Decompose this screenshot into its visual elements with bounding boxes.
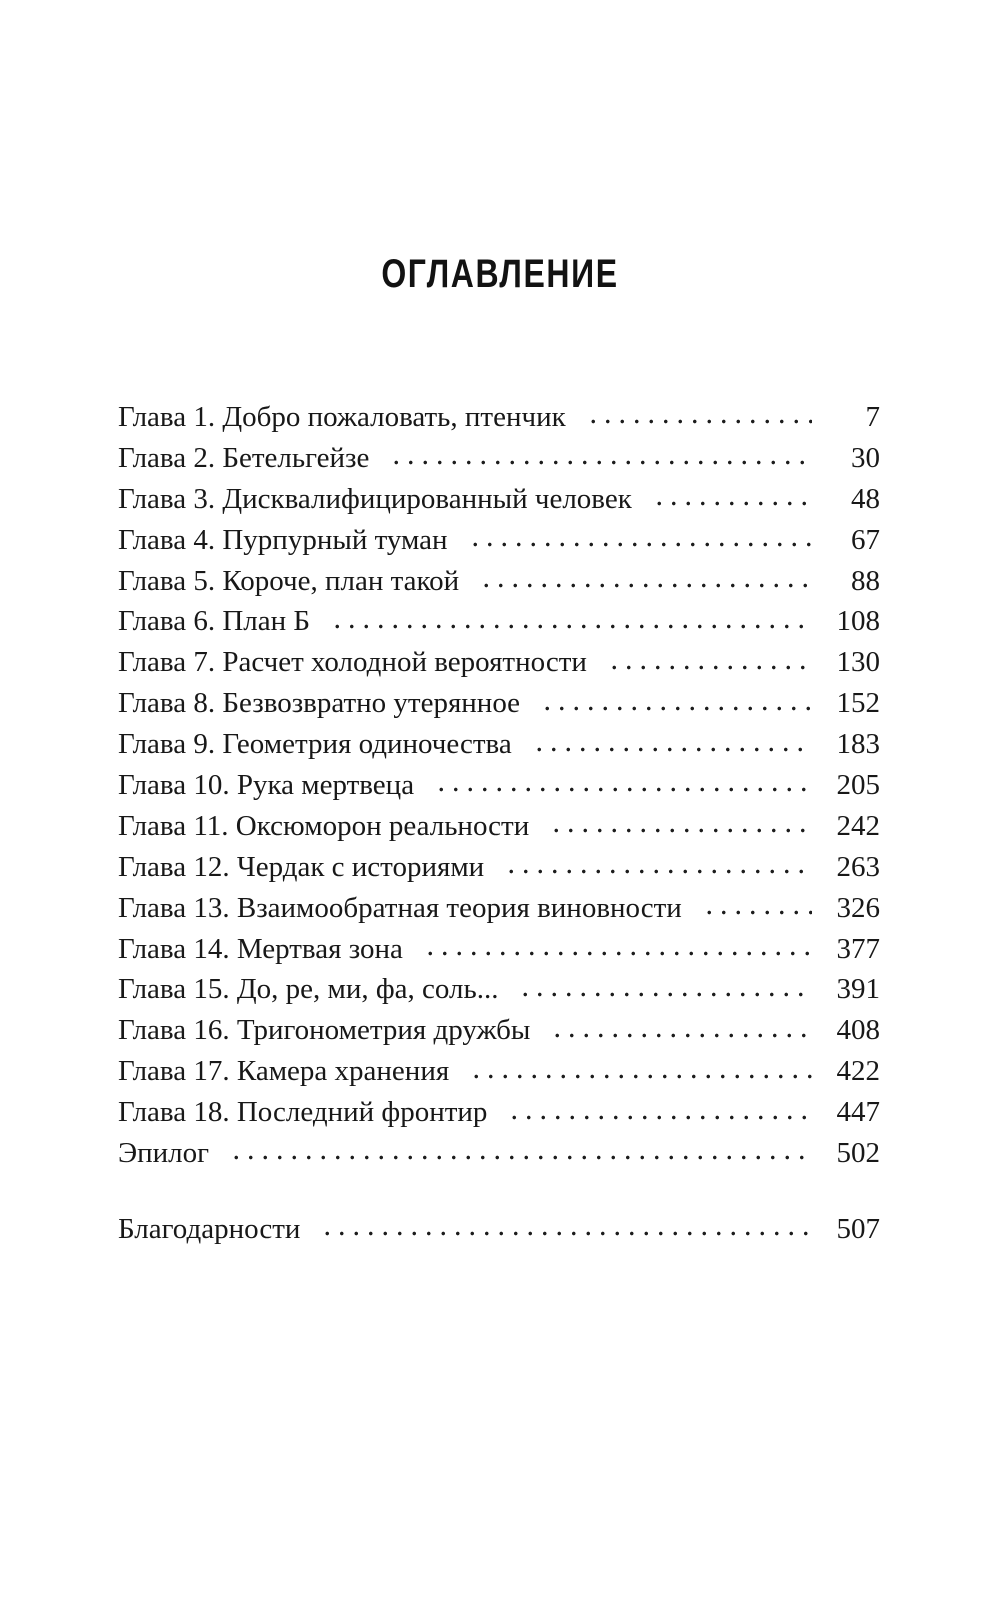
toc-entry-chapter-4 [118,520,880,561]
page-title: ОГЛАВЛЕНИЕ [381,252,619,296]
dot-leader [316,1209,812,1250]
dot-leader [385,438,812,479]
dot-leader [582,397,812,438]
dot-leader [648,479,812,520]
toc-entry-label: Глава 7. Расчет холодной вероятности [118,646,587,679]
toc-entry-chapter-14 [118,929,880,970]
toc-entry-page: 422 [836,1055,880,1088]
dot-leader [500,847,812,888]
toc-entry-page: 67 [851,523,880,556]
toc-entry-page: 183 [836,728,880,761]
toc-entry-chapter-15 [118,969,880,1010]
dot-leader [545,806,812,847]
toc-entry-page: 88 [851,564,880,597]
dot-leader [503,1092,812,1133]
toc-entry-chapter-12 [118,847,880,888]
dot-leader [464,520,812,561]
toc-entry-chapter-10 [118,765,880,806]
toc-entry-page: 502 [836,1137,880,1170]
toc-entry-label: Глава 9. Геометрия одиночества [118,728,512,761]
toc-entry-label: Глава 10. Рука мертвеца [118,769,415,802]
toc-entry-label: Глава 6. План Б [118,605,311,638]
toc-entry-label: Глава 16. Тригонометрия дружбы [118,1014,531,1047]
toc-entry-label: Глава 12. Чердак с историями [118,850,485,883]
toc-entry-label: Глава 11. Оксюморон реальности [118,809,530,842]
toc-entry-label: Глава 3. Дисквалифицированный человек [118,482,632,515]
toc-entry-page: 507 [836,1212,880,1245]
dot-leader [326,601,812,642]
dot-leader [475,561,812,602]
toc-entry-label: Эпилог [118,1137,210,1170]
toc-entry-page: 30 [851,441,880,474]
toc-entry-chapter-9 [118,724,880,765]
dot-leader [465,1051,812,1092]
toc-entry-page: 447 [836,1096,880,1129]
dot-leader [430,765,812,806]
dot-leader [698,888,812,929]
toc-entry-page: 391 [836,973,880,1006]
toc-entry-chapter-6 [118,601,880,642]
toc-entry-label: Глава 2. Бетельгейзе [118,441,370,474]
dot-leader [514,969,812,1010]
toc-entry-label: Глава 14. Мертвая зона [118,932,403,965]
toc-entry-page: 48 [851,482,880,515]
dot-leader [546,1010,812,1051]
toc-entry-label: Глава 13. Взаимообратная теория виновности [118,891,682,924]
toc-entry-page: 7 [865,401,880,433]
toc-entry-chapter-18 [118,1092,880,1133]
toc-entry-chapter-1 [118,397,880,438]
toc-entry-chapter-2 [118,438,880,479]
toc-entry-page: 408 [836,1014,880,1047]
toc-entry-label: Глава 17. Камера хранения [118,1055,450,1088]
toc-entry-page: 130 [836,646,880,679]
toc-entry-page: 108 [836,605,880,638]
dot-leader [225,1133,812,1174]
toc-entry-page: 326 [836,891,880,924]
toc-entry-chapter-3 [118,479,880,520]
toc-entry-page: 377 [836,932,880,965]
toc-entry-chapter-16 [118,1010,880,1051]
toc-entry-label: Глава 1. Добро пожаловать, птенчик [118,401,566,433]
toc-entry-label: Глава 5. Короче, план такой [118,564,460,597]
toc-entry-epilogue [118,1133,880,1174]
toc-entry-page: 205 [836,769,880,802]
toc-entry-chapter-7 [118,642,880,683]
dot-leader [528,724,812,765]
toc-entry-chapter-5 [118,561,880,602]
toc-entry-chapter-17 [118,1051,880,1092]
toc-entry-page: 152 [836,687,880,720]
dot-leader [419,929,812,970]
toc-entry-chapter-8 [118,683,880,724]
toc-entry-page: 242 [836,809,880,842]
toc-entry-label: Благодарности [118,1212,301,1245]
toc-entry-label: Глава 18. Последний фронтир [118,1096,488,1129]
toc-entry-acknowledgments [118,1209,880,1250]
toc-entry-chapter-13 [118,888,880,929]
dot-leader [536,683,812,724]
toc-entry-page: 263 [836,850,880,883]
dot-leader [603,642,812,683]
toc-entry-label: Глава 15. До, ре, ми, фа, соль... [118,973,499,1006]
toc-entry-label: Глава 8. Безвозвратно утерянное [118,687,521,720]
toc-entry-label: Глава 4. Пурпурный туман [118,523,448,556]
toc-list [0,397,1000,1250]
toc-entry-chapter-11 [118,806,880,847]
